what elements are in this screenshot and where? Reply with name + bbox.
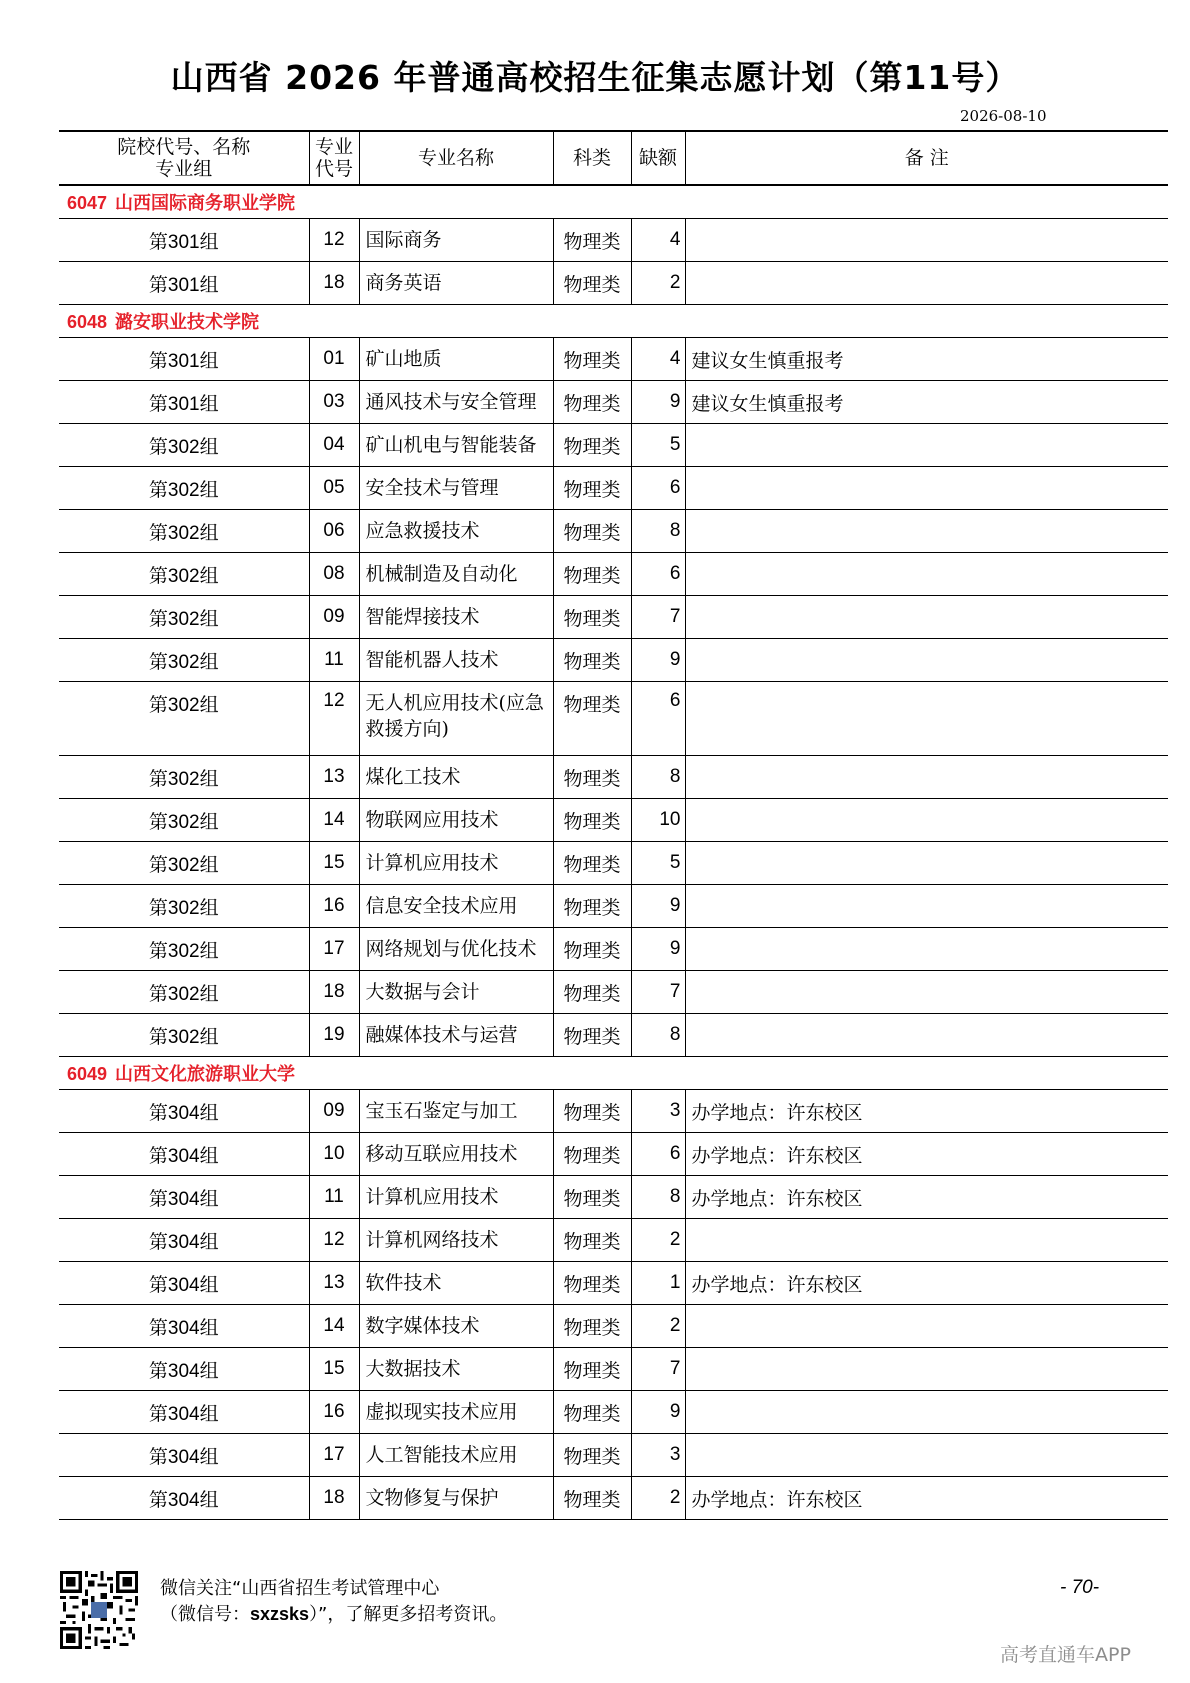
major-code-cell: 15 [309,1348,359,1391]
quota-cell: 5 [631,424,685,467]
major-name-cell: 融媒体技术与运营 [359,1014,553,1057]
major-name-cell: 虚拟现实技术应用 [359,1391,553,1434]
page-title: 山西省 2026 年普通高校招生征集志愿计划（第11号） [170,58,1020,97]
major-name-cell: 计算机应用技术 [359,1176,553,1219]
group-cell: 第304组 [59,1262,309,1305]
table-row [59,1434,1168,1477]
note-cell: 办学地点：许东校区 [685,1133,1168,1176]
header-code-line1: 专业 [314,136,353,158]
major-code-cell: 12 [309,682,359,756]
major-name-cell: 网络规划与优化技术 [359,928,553,971]
note-cell [685,1434,1168,1477]
major-code-cell: 18 [309,971,359,1014]
category-cell: 物理类 [553,1176,631,1219]
major-name-cell: 矿山地质 [359,338,553,381]
major-name-cell: 通风技术与安全管理 [359,381,553,424]
category-cell: 物理类 [553,596,631,639]
quota-cell: 6 [631,553,685,596]
quota-cell: 9 [631,1391,685,1434]
note-cell [685,842,1168,885]
major-name-cell: 安全技术与管理 [359,467,553,510]
major-name-cell: 计算机网络技术 [359,1219,553,1262]
table-row [59,1391,1168,1434]
group-cell: 第302组 [59,424,309,467]
header-category: 科类 [553,131,631,185]
major-code-cell: 19 [309,1014,359,1057]
note-cell [685,1391,1168,1434]
category-cell: 物理类 [553,1391,631,1434]
major-name-cell: 机械制造及自动化 [359,553,553,596]
category-cell: 物理类 [553,682,631,756]
category-cell: 物理类 [553,885,631,928]
footer-wechat-id: sxzsks [250,1604,310,1624]
major-name-cell: 应急救援技术 [359,510,553,553]
major-code-cell: 09 [309,1090,359,1133]
category-cell: 物理类 [553,1090,631,1133]
major-code-cell: 13 [309,756,359,799]
group-cell: 第302组 [59,1014,309,1057]
table-header-row [59,131,1168,185]
table-row [59,381,1168,424]
major-name-cell: 智能机器人技术 [359,639,553,682]
note-cell: 办学地点：许东校区 [685,1477,1168,1520]
school-code: 6048 [67,312,108,332]
header-group-line2: 专业组 [155,158,213,180]
table-row [59,424,1168,467]
header-major: 专业名称 [359,131,553,185]
group-cell: 第302组 [59,596,309,639]
note-cell [685,971,1168,1014]
quota-cell: 8 [631,1014,685,1057]
category-cell: 物理类 [553,799,631,842]
page-number: - 70- [1060,1577,1100,1598]
publish-date: 2026-08-10 [960,107,1047,125]
category-cell: 物理类 [553,1133,631,1176]
group-cell: 第301组 [59,381,309,424]
note-cell [685,799,1168,842]
quota-cell: 10 [631,799,685,842]
note-cell [685,219,1168,262]
category-cell: 物理类 [553,928,631,971]
table-body [59,185,1168,1520]
major-code-cell: 12 [309,219,359,262]
major-name-cell: 无人机应用技术(应急救援方向) [359,682,553,756]
group-cell: 第304组 [59,1434,309,1477]
group-cell: 第302组 [59,971,309,1014]
note-cell [685,596,1168,639]
category-cell: 物理类 [553,1305,631,1348]
table-row [59,262,1168,305]
group-cell: 第304组 [59,1176,309,1219]
table-row [59,639,1168,682]
category-cell: 物理类 [553,467,631,510]
quota-cell: 7 [631,1348,685,1391]
school-header [59,1057,1168,1090]
note-cell [685,1014,1168,1057]
major-name-cell: 商务英语 [359,262,553,305]
group-cell: 第301组 [59,262,309,305]
group-cell: 第301组 [59,219,309,262]
school-header-row [59,185,1168,219]
major-code-cell: 16 [309,1391,359,1434]
major-code-cell: 14 [309,799,359,842]
header-note: 备 注 [685,131,1168,185]
major-code-cell: 05 [309,467,359,510]
category-cell: 物理类 [553,262,631,305]
group-cell: 第304组 [59,1090,309,1133]
quota-cell: 4 [631,338,685,381]
table-row [59,682,1168,756]
major-code-cell: 11 [309,639,359,682]
major-code-cell: 04 [309,424,359,467]
category-cell: 物理类 [553,1262,631,1305]
quota-cell: 9 [631,381,685,424]
header-group [59,131,309,185]
header-code [309,131,359,185]
note-cell [685,1305,1168,1348]
school-header [59,185,1168,219]
school-code: 6049 [67,1064,108,1084]
table-row [59,885,1168,928]
footer-line1: 微信关注“山西省招生考试管理中心 [160,1578,440,1599]
table-row [59,928,1168,971]
note-cell [685,1219,1168,1262]
school-header-row [59,1057,1168,1090]
major-code-cell: 13 [309,1262,359,1305]
footer-line2 [160,1600,507,1626]
table-row [59,1262,1168,1305]
major-code-cell: 08 [309,553,359,596]
major-code-cell: 11 [309,1176,359,1219]
quota-cell: 8 [631,756,685,799]
school-name: 山西文化旅游职业大学 [115,1064,296,1085]
quota-cell: 3 [631,1090,685,1133]
major-name-cell: 人工智能技术应用 [359,1434,553,1477]
major-code-cell: 15 [309,842,359,885]
table-row [59,971,1168,1014]
group-cell: 第302组 [59,467,309,510]
category-cell: 物理类 [553,1434,631,1477]
table-row [59,596,1168,639]
group-cell: 第302组 [59,799,309,842]
group-cell: 第304组 [59,1219,309,1262]
category-cell: 物理类 [553,424,631,467]
table-row [59,510,1168,553]
table-row [59,1477,1168,1520]
note-cell: 办学地点：许东校区 [685,1090,1168,1133]
school-header [59,305,1168,338]
header-quota: 缺额 [631,131,685,185]
table-row [59,756,1168,799]
note-cell: 建议女生慎重报考 [685,338,1168,381]
note-cell [685,424,1168,467]
enrollment-plan-table [59,130,1168,1520]
quota-cell: 6 [631,682,685,756]
major-code-cell: 03 [309,381,359,424]
major-name-cell: 矿山机电与智能装备 [359,424,553,467]
quota-cell: 7 [631,971,685,1014]
category-cell: 物理类 [553,381,631,424]
category-cell: 物理类 [553,1219,631,1262]
group-cell: 第304组 [59,1305,309,1348]
major-name-cell: 宝玉石鉴定与加工 [359,1090,553,1133]
category-cell: 物理类 [553,1477,631,1520]
note-cell [685,467,1168,510]
quota-cell: 9 [631,928,685,971]
note-cell [685,553,1168,596]
group-cell: 第301组 [59,338,309,381]
table-row [59,1014,1168,1057]
table-row [59,338,1168,381]
school-header-row [59,305,1168,338]
table-row [59,1176,1168,1219]
major-code-cell: 14 [309,1305,359,1348]
major-name-cell: 移动互联应用技术 [359,1133,553,1176]
quota-cell: 8 [631,1176,685,1219]
major-code-cell: 17 [309,1434,359,1477]
category-cell: 物理类 [553,971,631,1014]
table-row [59,799,1168,842]
quota-cell: 2 [631,1219,685,1262]
major-name-cell: 计算机应用技术 [359,842,553,885]
note-cell [685,262,1168,305]
school-code: 6047 [67,193,108,213]
major-name-cell: 国际商务 [359,219,553,262]
table-row [59,1133,1168,1176]
major-name-cell: 大数据与会计 [359,971,553,1014]
category-cell: 物理类 [553,553,631,596]
header-group-line1: 院校代号、名称 [117,136,251,158]
group-cell: 第302组 [59,756,309,799]
major-code-cell: 09 [309,596,359,639]
note-cell: 办学地点：许东校区 [685,1262,1168,1305]
category-cell: 物理类 [553,338,631,381]
note-cell: 办学地点：许东校区 [685,1176,1168,1219]
quota-cell: 7 [631,596,685,639]
note-cell [685,639,1168,682]
quota-cell: 9 [631,639,685,682]
major-code-cell: 10 [309,1133,359,1176]
major-name-cell: 软件技术 [359,1262,553,1305]
note-cell [685,928,1168,971]
major-code-cell: 01 [309,338,359,381]
category-cell: 物理类 [553,219,631,262]
note-cell [685,682,1168,756]
group-cell: 第304组 [59,1348,309,1391]
major-code-cell: 16 [309,885,359,928]
table-row [59,553,1168,596]
group-cell: 第302组 [59,928,309,971]
quota-cell: 6 [631,1133,685,1176]
quota-cell: 3 [631,1434,685,1477]
major-code-cell: 18 [309,1477,359,1520]
table-row [59,1305,1168,1348]
table-row [59,842,1168,885]
quota-cell: 8 [631,510,685,553]
school-name: 山西国际商务职业学院 [115,193,296,214]
footer-line2-prefix: （微信号： [160,1604,250,1625]
major-code-cell: 17 [309,928,359,971]
footer [60,1571,1170,1651]
quota-cell: 9 [631,885,685,928]
category-cell: 物理类 [553,639,631,682]
group-cell: 第304组 [59,1133,309,1176]
note-cell: 建议女生慎重报考 [685,381,1168,424]
major-name-cell: 物联网应用技术 [359,799,553,842]
major-name-cell: 煤化工技术 [359,756,553,799]
major-name-cell: 数字媒体技术 [359,1305,553,1348]
watermark: 高考直通车APP [1000,1644,1131,1666]
group-cell: 第304组 [59,1391,309,1434]
note-cell [685,510,1168,553]
group-cell: 第302组 [59,885,309,928]
quota-cell: 1 [631,1262,685,1305]
note-cell [685,885,1168,928]
category-cell: 物理类 [553,842,631,885]
note-cell [685,1348,1168,1391]
group-cell: 第302组 [59,510,309,553]
header-code-line2: 代号 [314,158,353,180]
qr-code-icon [60,1571,138,1649]
quota-cell: 5 [631,842,685,885]
school-name: 潞安职业技术学院 [115,312,260,333]
category-cell: 物理类 [553,756,631,799]
group-cell: 第302组 [59,639,309,682]
group-cell: 第302组 [59,682,309,756]
major-code-cell: 12 [309,1219,359,1262]
group-cell: 第304组 [59,1477,309,1520]
major-name-cell: 文物修复与保护 [359,1477,553,1520]
quota-cell: 4 [631,219,685,262]
footer-line2-suffix: ）”，了解更多招考资讯。 [309,1604,508,1625]
quota-cell: 2 [631,1305,685,1348]
table-row [59,467,1168,510]
table-row [59,1219,1168,1262]
major-name-cell: 智能焊接技术 [359,596,553,639]
major-name-cell: 信息安全技术应用 [359,885,553,928]
category-cell: 物理类 [553,510,631,553]
major-code-cell: 06 [309,510,359,553]
major-code-cell: 18 [309,262,359,305]
category-cell: 物理类 [553,1014,631,1057]
table-row [59,1348,1168,1391]
note-cell [685,756,1168,799]
category-cell: 物理类 [553,1348,631,1391]
quota-cell: 6 [631,467,685,510]
group-cell: 第302组 [59,553,309,596]
table-row [59,219,1168,262]
table-row [59,1090,1168,1133]
quota-cell: 2 [631,1477,685,1520]
group-cell: 第302组 [59,842,309,885]
quota-cell: 2 [631,262,685,305]
major-name-cell: 大数据技术 [359,1348,553,1391]
